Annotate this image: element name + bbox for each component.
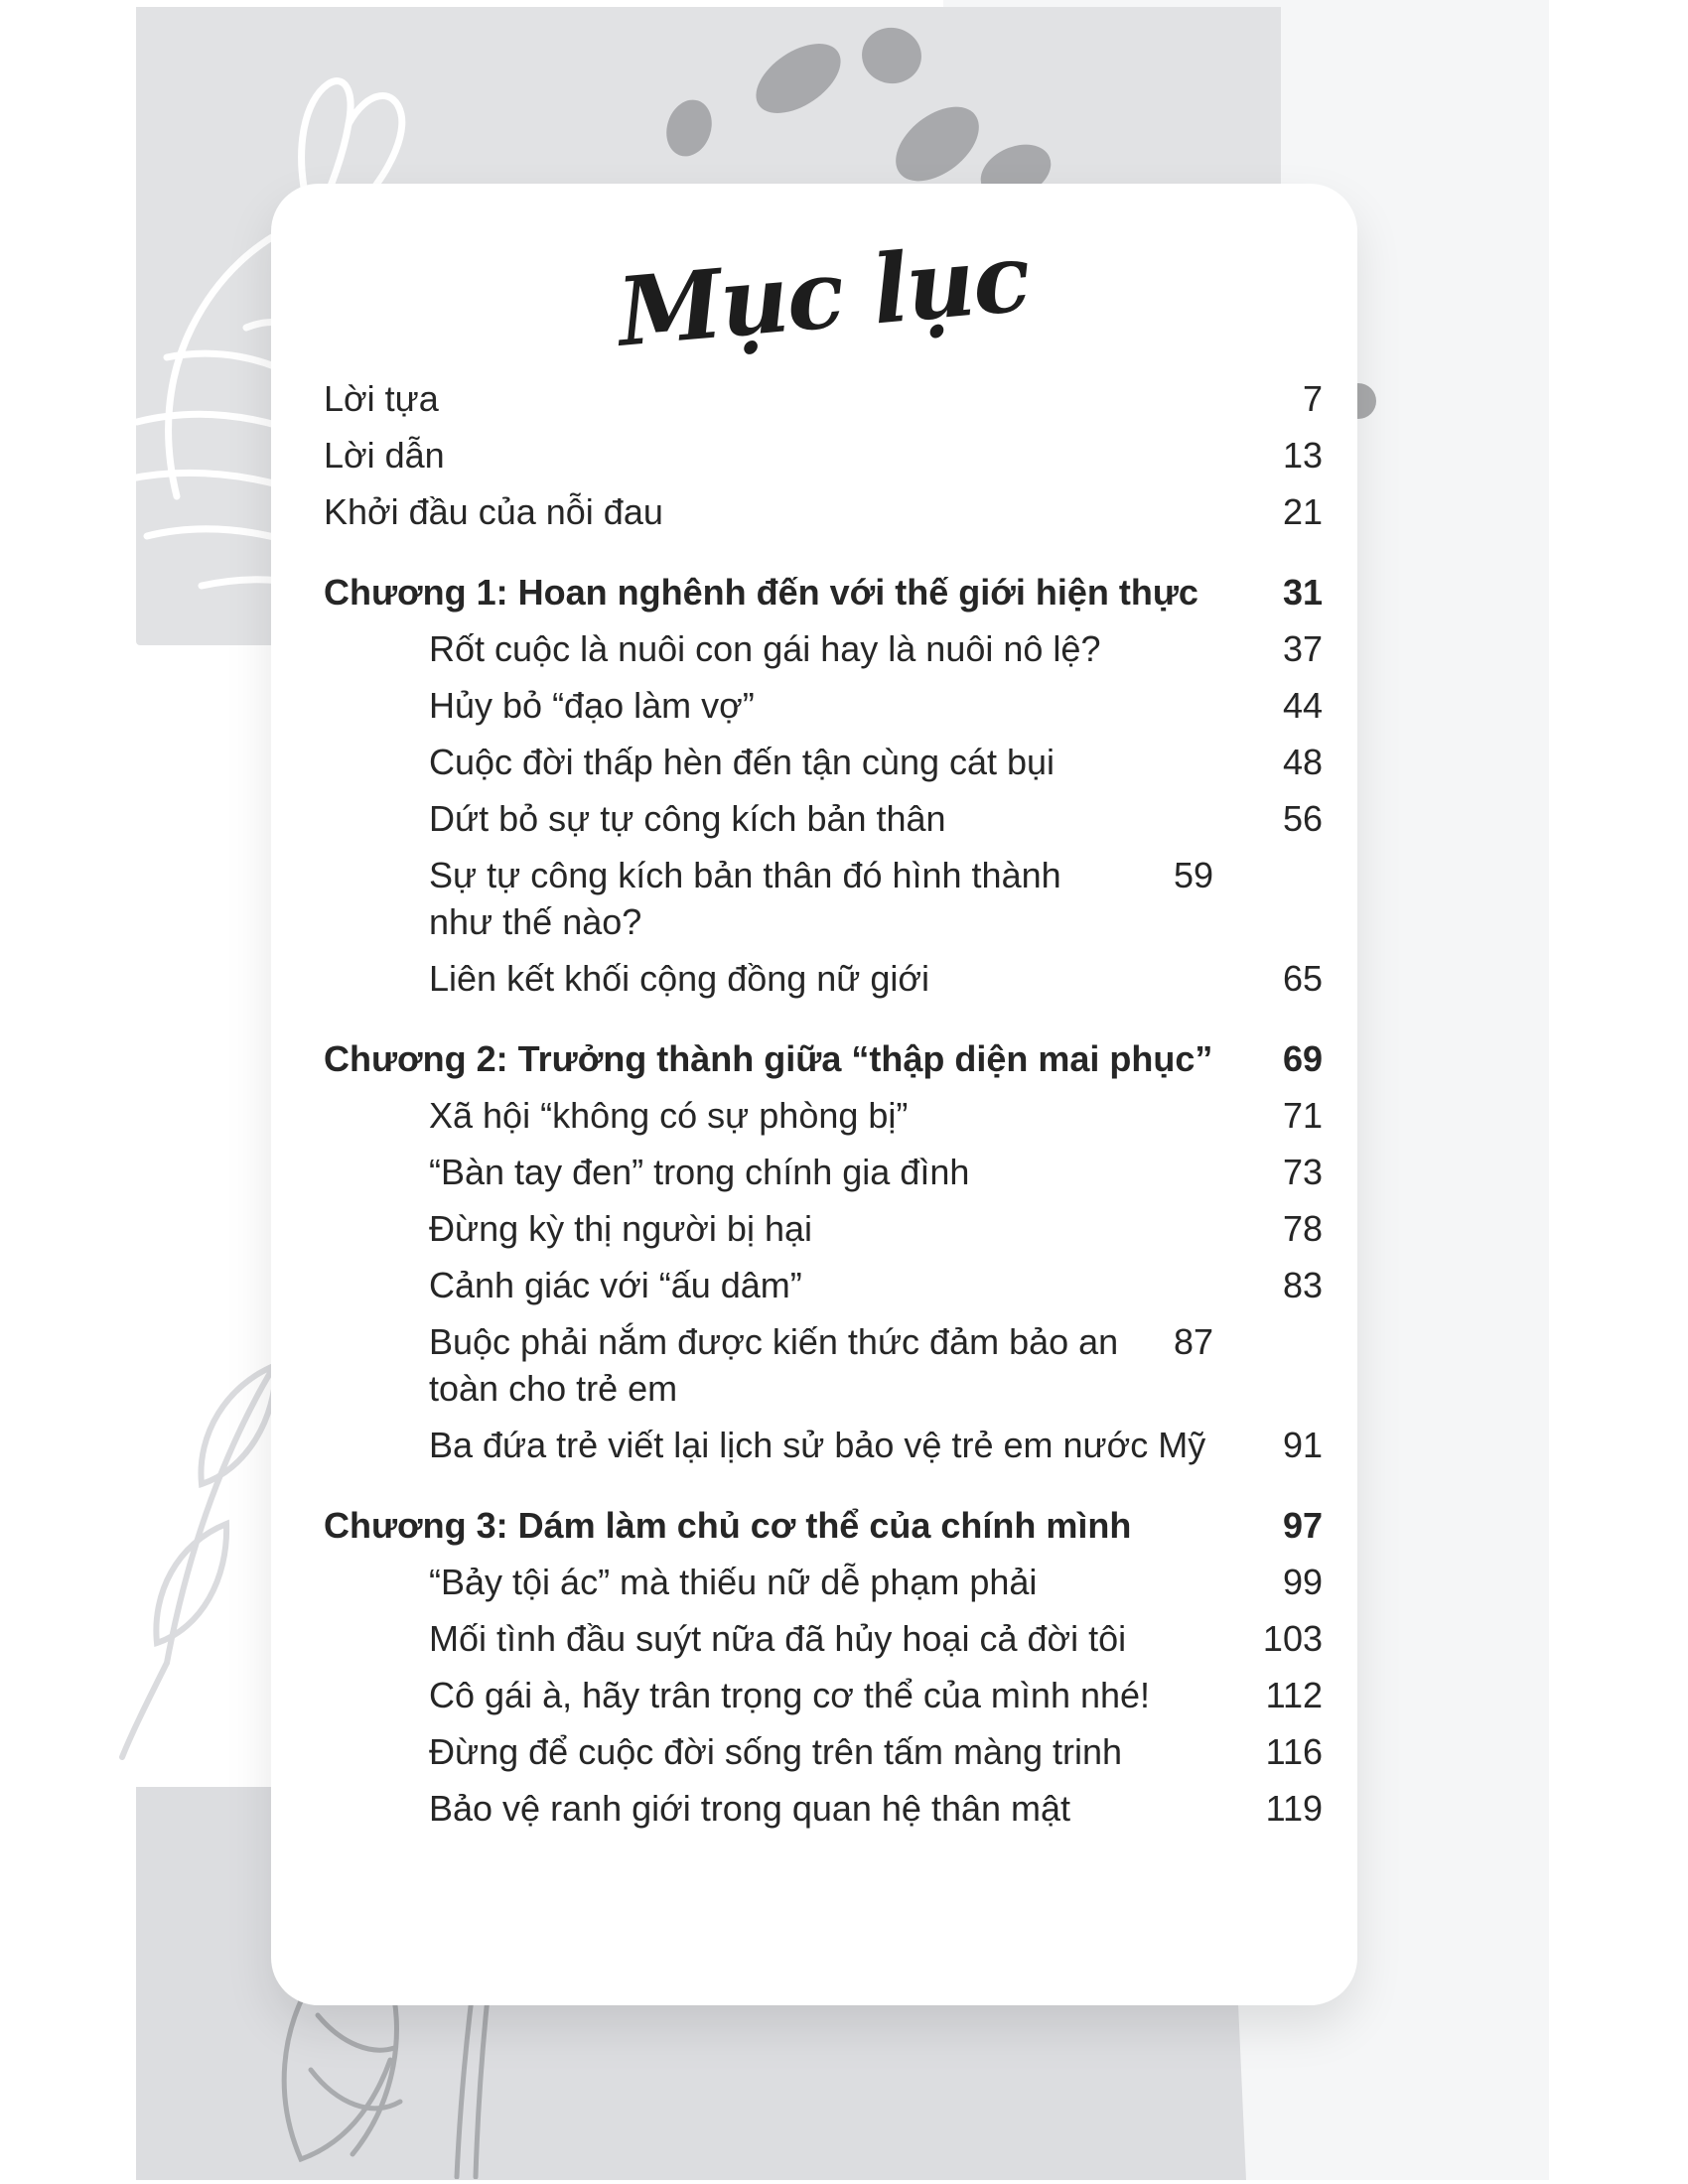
toc-entry-page-number: 103 — [1262, 1618, 1323, 1660]
toc-entry-label: Dứt bỏ sự tự công kích bản thân — [429, 798, 946, 840]
toc-entry-page-number: 71 — [1282, 1095, 1323, 1137]
toc-entry-label: Khởi đầu của nỗi đau — [324, 491, 663, 533]
toc-entry-row — [324, 625, 1323, 672]
toc-entry-label: Cô gái à, hãy trân trọng cơ thể của mình nhé! — [429, 1675, 1151, 1716]
toc-entry-row — [324, 1672, 1323, 1718]
toc-entry-label: Chương 3: Dám làm chủ cơ thể của chính mình — [324, 1505, 1132, 1547]
toc-entry-row — [324, 375, 1323, 422]
toc-entry-page-number: 87 — [1173, 1321, 1213, 1363]
toc-entry-label: Bảo vệ ranh giới trong quan hệ thân mật — [429, 1788, 1071, 1830]
toc-entry-label: Lời tựa — [324, 378, 439, 420]
toc-entry-row — [324, 682, 1323, 729]
toc-entry-page-number: 56 — [1282, 798, 1323, 840]
toc-chapter-row — [324, 1035, 1323, 1082]
toc-entry-label: Hủy bỏ “đạo làm vợ” — [429, 685, 755, 727]
toc-entry-label: Lời dẫn — [324, 435, 445, 477]
toc-entry-page-number: 78 — [1282, 1208, 1323, 1250]
toc-entry-page-number: 48 — [1282, 742, 1323, 783]
toc-entry-label: “Bảy tội ác” mà thiếu nữ dễ phạm phải — [429, 1562, 1038, 1603]
toc-entry-row — [324, 432, 1323, 478]
page-title: Mục lục — [613, 222, 1034, 368]
toc-entry-page-number: 83 — [1282, 1265, 1323, 1306]
toc-entry-label: Mối tình đầu suýt nữa đã hủy hoại cả đời tôi — [429, 1618, 1127, 1660]
toc-entry-page-number: 73 — [1282, 1152, 1323, 1193]
toc-entry-label: Liên kết khối cộng đồng nữ giới — [429, 958, 930, 1000]
toc-entry-row — [324, 852, 1323, 945]
toc-entry-page-number: 99 — [1282, 1562, 1323, 1603]
toc-entry-page-number: 65 — [1282, 958, 1323, 1000]
toc-entry-row — [324, 1318, 1323, 1412]
toc-entry-page-number: 59 — [1173, 855, 1213, 896]
toc-entry-page-number: 69 — [1282, 1038, 1323, 1080]
toc-entry-row — [324, 1785, 1323, 1832]
toc-entry-row — [324, 1205, 1323, 1252]
toc-entry-page-number: 13 — [1282, 435, 1323, 477]
toc-entry-row — [324, 795, 1323, 842]
toc-entry-row — [324, 1262, 1323, 1308]
toc-entry-label: “Bàn tay đen” trong chính gia đình — [429, 1152, 970, 1193]
toc-chapter-row — [324, 569, 1323, 615]
toc-entry-row — [324, 1559, 1323, 1605]
toc-entry-label: Đừng kỳ thị người bị hại — [429, 1208, 812, 1250]
toc-entry-label: Cảnh giác với “ấu dâm” — [429, 1265, 802, 1306]
toc-entry-label: Cuộc đời thấp hèn đến tận cùng cát bụi — [429, 742, 1055, 783]
toc-entry-row — [324, 1092, 1323, 1139]
toc-entry-page-number: 21 — [1282, 491, 1323, 533]
toc-entry-page-number: 37 — [1282, 628, 1323, 670]
toc-entry-label: Đừng để cuộc đời sống trên tấm màng trinh — [429, 1731, 1123, 1773]
toc-entry-page-number: 119 — [1265, 1788, 1323, 1830]
toc-entry-row — [324, 955, 1323, 1002]
toc-chapter-row — [324, 1502, 1323, 1549]
toc-entry-page-number: 91 — [1282, 1425, 1323, 1466]
toc-entry-page-number: 31 — [1282, 572, 1323, 614]
toc-entry-row — [324, 1149, 1323, 1195]
toc-card — [271, 184, 1357, 2005]
toc-list — [324, 375, 1323, 1832]
toc-entry-row — [324, 1615, 1323, 1662]
toc-entry-row — [324, 739, 1323, 785]
toc-entry-row — [324, 488, 1323, 535]
toc-entry-label: Chương 1: Hoan nghênh đến với thế giới hiện thực — [324, 572, 1198, 614]
toc-entry-page-number: 116 — [1265, 1731, 1323, 1773]
toc-entry-label: Chương 2: Trưởng thành giữa “thập diện mai phục” — [324, 1038, 1213, 1080]
toc-entry-row — [324, 1422, 1323, 1468]
toc-entry-label: Sự tự công kích bản thân đó hình thành như thế nào? — [429, 855, 1061, 943]
toc-entry-label: Xã hội “không có sự phòng bị” — [429, 1095, 909, 1137]
toc-entry-row — [324, 1728, 1323, 1775]
toc-entry-label: Ba đứa trẻ viết lại lịch sử bảo vệ trẻ em nước Mỹ — [429, 1425, 1206, 1466]
toc-entry-page-number: 97 — [1282, 1505, 1323, 1547]
toc-entry-page-number: 112 — [1265, 1675, 1323, 1716]
toc-entry-label: Rốt cuộc là nuôi con gái hay là nuôi nô lệ? — [429, 628, 1101, 670]
toc-entry-label: Buộc phải nắm được kiến thức đảm bảo an toàn cho trẻ em — [429, 1321, 1119, 1410]
toc-entry-page-number: 44 — [1282, 685, 1323, 727]
toc-entry-page-number: 7 — [1302, 378, 1323, 420]
